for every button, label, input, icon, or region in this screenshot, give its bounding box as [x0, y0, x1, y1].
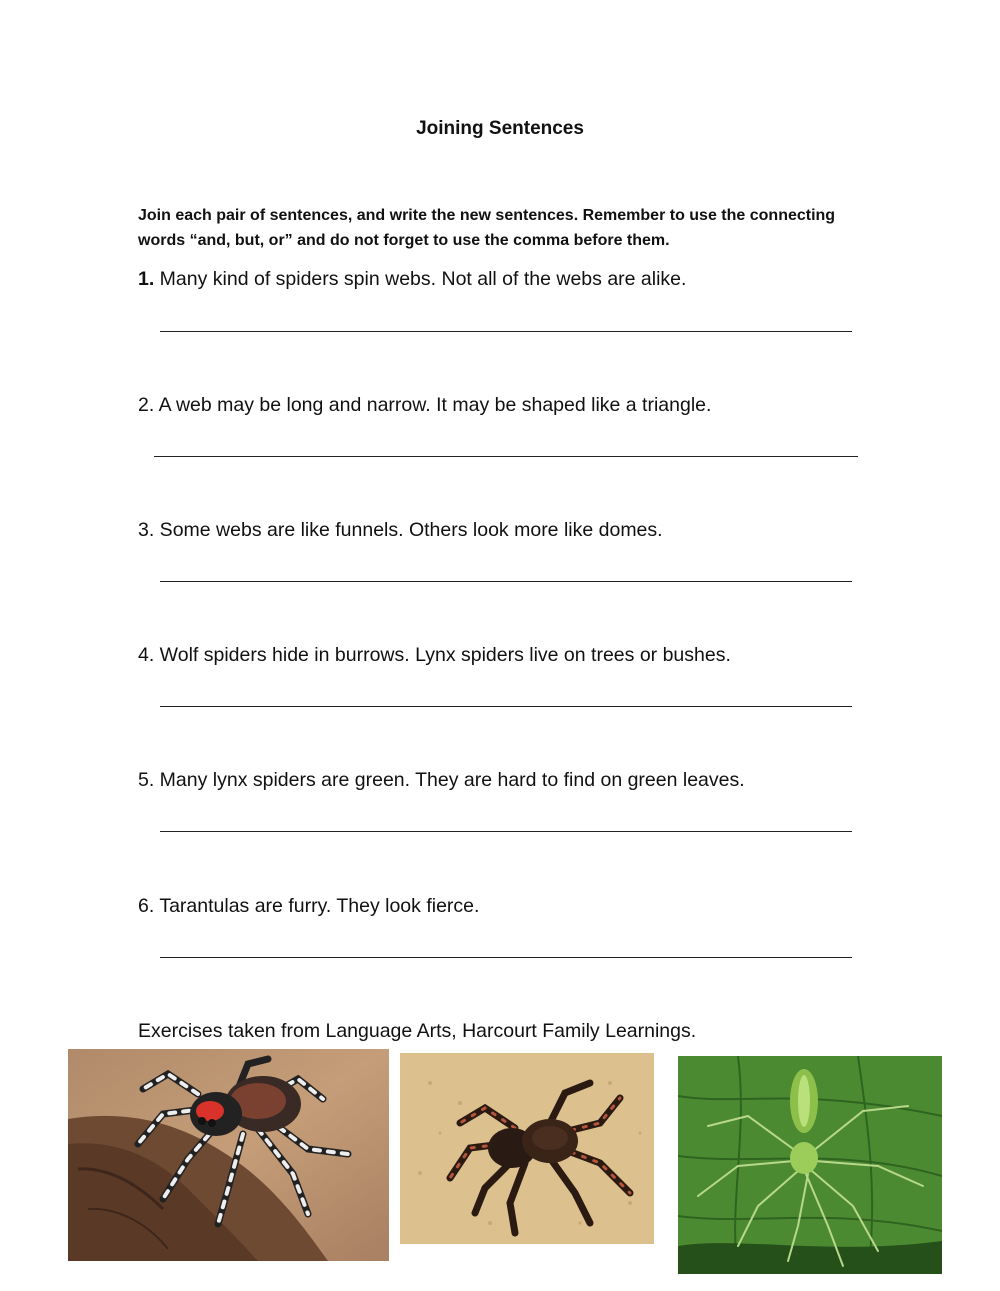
- question-5: [138, 769, 745, 792]
- question-number: 6.: [138, 895, 155, 917]
- question-1: [138, 268, 686, 291]
- answer-line-4[interactable]: [160, 706, 852, 707]
- question-text: Some webs are like funnels. Others look more like domes.: [154, 519, 663, 541]
- question-text: Many lynx spiders are green. They are hard to find on green leaves.: [154, 769, 745, 791]
- question-text: Wolf spiders hide in burrows. Lynx spiders live on trees or bushes.: [154, 644, 731, 666]
- answer-line-3[interactable]: [160, 581, 852, 582]
- question-3: [138, 519, 663, 542]
- green-lynx-spider-photo: [678, 1056, 942, 1274]
- source-credit: Exercises taken from Language Arts, Harcourt Family Learnings.: [138, 1020, 697, 1042]
- question-number: 4.: [138, 644, 155, 666]
- jumping-spider-photo: [68, 1049, 389, 1261]
- question-number: 3.: [138, 519, 155, 541]
- question-number: 1.: [138, 268, 155, 290]
- instructions: Join each pair of sentences, and write the new sentences. Remember to use the connecting words “and, but, or” and do not forget to use the comma before them.: [138, 207, 836, 249]
- tarantula-photo: [400, 1053, 654, 1244]
- answer-line-2[interactable]: [154, 456, 858, 457]
- answer-line-5[interactable]: [160, 831, 852, 832]
- question-text: Tarantulas are furry. They look fierce.: [154, 895, 480, 917]
- question-number: 5.: [138, 769, 155, 791]
- page-title: Joining Sentences: [416, 118, 584, 139]
- question-2: [138, 394, 711, 417]
- question-number: 2.: [138, 394, 155, 416]
- question-6: [138, 895, 479, 918]
- answer-line-6[interactable]: [160, 957, 852, 958]
- question-text: A web may be long and narrow. It may be shaped like a triangle.: [154, 394, 712, 416]
- question-text: Many kind of spiders spin webs. Not all of the webs are alike.: [154, 268, 687, 290]
- answer-line-1[interactable]: [160, 331, 852, 332]
- question-4: [138, 644, 731, 667]
